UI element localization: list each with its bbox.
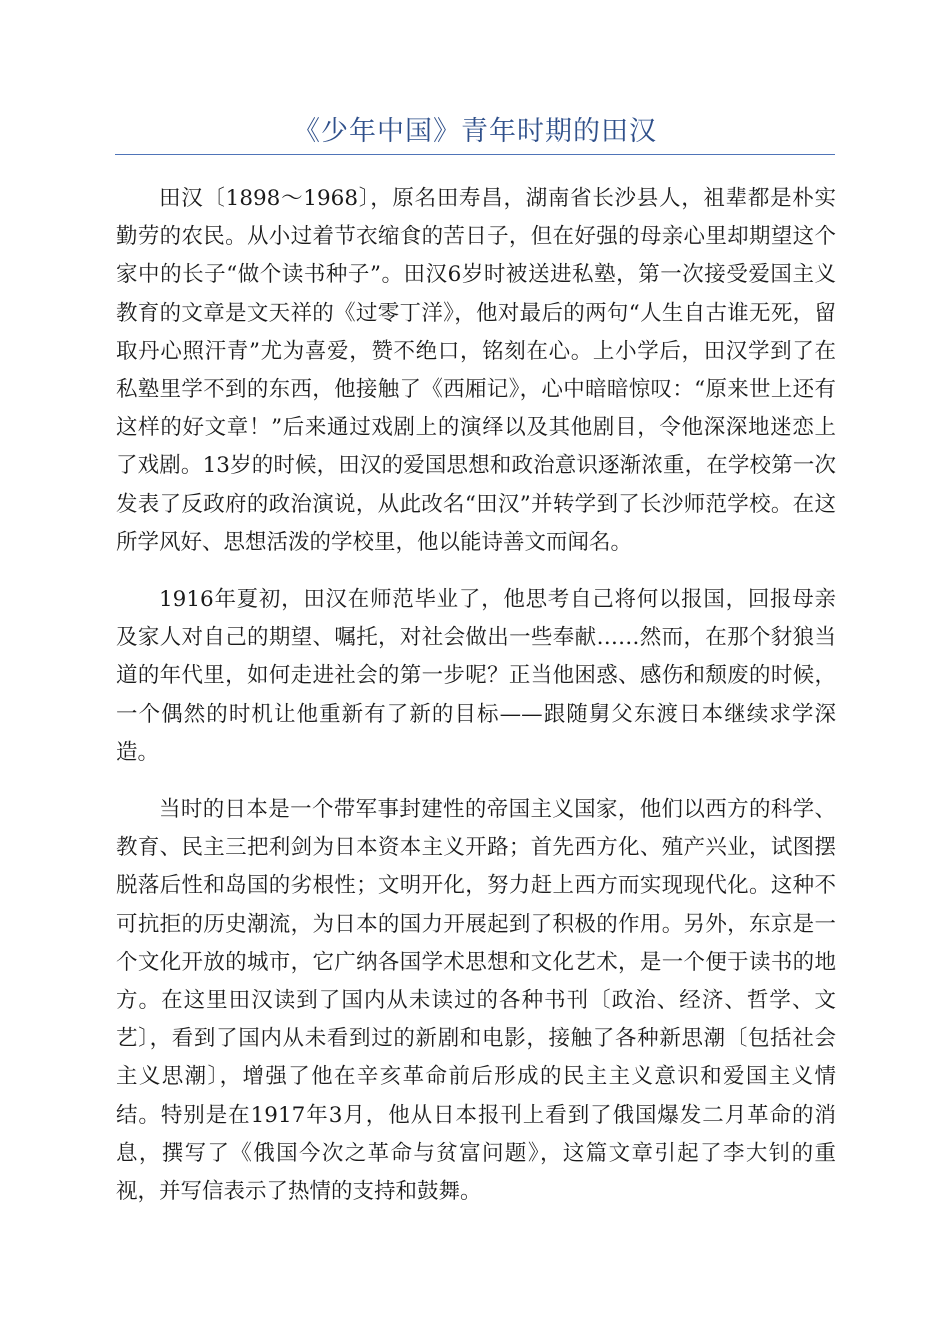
document-body — [116, 180, 836, 1230]
title-underline — [115, 154, 835, 155]
paragraph-3: 当时的日本是一个带军事封建性的帝国主义国家，他们以西方的科学、教育、民主三把利剑为日本资本主义开路；首先西方化、殖产兴业，试图摆脱落后性和岛国的劣根性；文明开化，努力赶上西方而实现现代化。这种不可抗拒的历史潮流，为日本的国力开展起到了积极的作用。另外，东京是一个文化开放的城市，它广纳各国学术思想和文化艺术，是一个便于读书的地方。在这里田汉读到了国内从未读过的各种书刊〔政治、经济、哲学、文艺〕，看到了国内从未看到过的新剧和电影，接触了各种新思潮〔包括社会主义思潮〕，增强了他在辛亥革命前后形成的民主主义意识和爱国主义情结。特别是在1917年3月，他从日本报刊上看到了俄国爆发二月革命的消息，撰写了《俄国今次之革命与贫富问题》，这篇文章引起了李大钊的重视，并写信表示了热情的支持和鼓舞。 — [116, 797, 836, 1205]
document-title: 《少年中国》青年时期的田汉 — [293, 116, 657, 147]
paragraph-1: 田汉〔1898～1968〕，原名田寿昌，湖南省长沙县人，祖辈都是朴实勤劳的农民。从小过着节衣缩食的苦日子，但在好强的母亲心里却期望这个家中的长子“做个读书种子”。田汉6岁时被送进私塾，第一次接受爱国主义教育的文章是文天祥的《过零丁洋》，他对最后的两句“人生自古谁无死，留取丹心照汗青”尤为喜爱，赞不绝口，铭刻在心。上小学后，田汉学到了在私塾里学不到的东西，他接触了《西厢记》，心中暗暗惊叹：“原来世上还有这样的好文章！”后来通过戏剧上的演绎以及其他剧目，令他深深地迷恋上了戏剧。13岁的时候，田汉的爱国思想和政治意识逐渐浓重，在学校第一次发表了反政府的政治演说，从此改名“田汉”并转学到了长沙师范学校。在这所学风好、思想活泼的学校里，他以能诗善文而闻名。 — [116, 186, 836, 555]
paragraph-2: 1916年夏初，田汉在师范毕业了，他思考自己将何以报国，回报母亲及家人对自己的期望、嘱托，对社会做出一些奉献……然而，在那个豺狼当道的年代里，如何走进社会的第一步呢？正当他困惑、感伤和颓废的时候，一个偶然的时机让他重新有了新的目标——跟随舅父东渡日本继续求学深造。 — [116, 587, 836, 765]
